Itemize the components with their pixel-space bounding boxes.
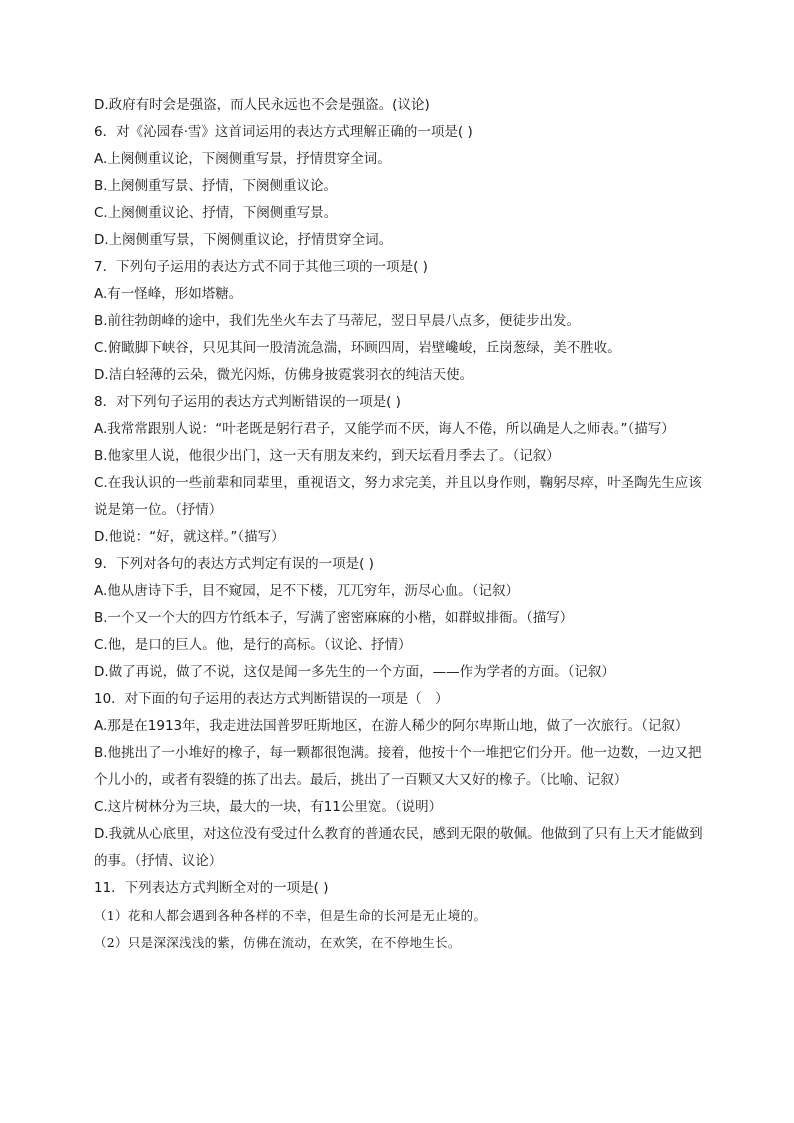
text-line: D.上阕侧重写景，下阕侧重议论，抒情贯穿全词。 <box>94 232 393 248</box>
text-line: A.那是在1913年，我走进法国普罗旺斯地区，在游人稀少的阿尔卑斯山地，做了一次旅行。（记叙） <box>94 718 689 734</box>
quote-line: （2）只是深深浅浅的紫，仿佛在流动，在欢笑，在不停地生长。 <box>94 935 461 950</box>
text-line: D.政府有时会是强盗，而人民永远也不会是强盗。(议论) <box>94 97 430 113</box>
text-line: B.他挑出了一小堆好的橡子，每一颗都很饱满。接着，他按十个一堆把它们分开。他一边数，一边又把个儿小的，或者有裂缝的拣了出去。最后，挑出了一百颗又大又好的橡子。（比喻、记叙） <box>94 745 702 788</box>
text-line: A.上阕侧重议论，下阕侧重写景，抒情贯穿全词。 <box>94 151 391 167</box>
text-line: A.我常常跟别人说：“叶老既是躬行君子，又能学而不厌，诲人不倦，所以确是人之师表。”（描写） <box>94 421 675 437</box>
text-line: C.这片树林分为三块，最大的一块，有11公里宽。（说明） <box>94 799 443 815</box>
text-line: D.他说：“好，就这样。”（描写） <box>94 529 285 545</box>
text-line: C.在我认识的一些前辈和同辈里，重视语文，努力求完美，并且以身作则，鞠躬尽瘁，叶圣陶先生应该说是第一位。（抒情） <box>94 475 702 518</box>
text-line: B.上阕侧重写景、抒情，下阕侧重议论。 <box>94 178 338 194</box>
text-line: D.我就从心底里，对这位没有受过什么教育的普通农民，感到无限的敬佩。他做到了只有上天才能做到的事。（抒情、议论） <box>94 826 703 869</box>
text-line: 6．对《沁园春·雪》这首词运用的表达方式理解正确的一项是( ) <box>94 124 473 140</box>
quote-line: （1）花和人都会遇到各种各样的不幸，但是生命的长河是无止境的。 <box>94 908 487 923</box>
document-page <box>94 92 706 956</box>
text-line: 11．下列表达方式判断全对的一项是( ) <box>94 880 329 896</box>
text-line: D.做了再说，做了不说，这仅是闻一多先生的一个方面，——作为学者的方面。（记叙） <box>94 664 615 680</box>
text-line: 8．对下列句子运用的表达方式判断错误的一项是( ) <box>94 394 401 410</box>
text-line: B.他家里人说，他很少出门，这一天有朋友来约，到天坛看月季去了。（记叙） <box>94 448 560 464</box>
text-line: C.他，是口的巨人。他，是行的高标。（议论、抒情） <box>94 637 412 653</box>
text-line: 9．下列对各句的表达方式判定有误的一项是( ) <box>94 556 374 572</box>
text-line: 7．下列句子运用的表达方式不同于其他三项的一项是( ) <box>94 259 428 275</box>
text-line: C.俯瞰脚下峡谷，只见其间一股清流急湍，环顾四周，岩壁巉峻，丘岗葱绿，美不胜收。 <box>94 340 621 356</box>
text-line: B.前往勃朗峰的途中，我们先坐火车去了马蒂尼，翌日早晨八点多，便徒步出发。 <box>94 313 581 329</box>
text-line: B.一个又一个大的四方竹纸本子，写满了密密麻麻的小楷，如群蚁排衙。（描写） <box>94 610 574 626</box>
text-line: 10．对下面的句子运用的表达方式判断错误的一项是（ ） <box>94 691 449 707</box>
text-line: D.洁白轻薄的云朵，微光闪烁，仿佛身披霓裳羽衣的纯洁天使。 <box>94 367 474 383</box>
text-line: C.上阕侧重议论、抒情，下阕侧重写景。 <box>94 205 338 221</box>
text-line: A.他从唐诗下手，目不窥园，足不下楼，兀兀穷年，沥尽心血。（记叙） <box>94 583 520 599</box>
text-line: A.有一怪峰，形如塔糖。 <box>94 286 243 302</box>
